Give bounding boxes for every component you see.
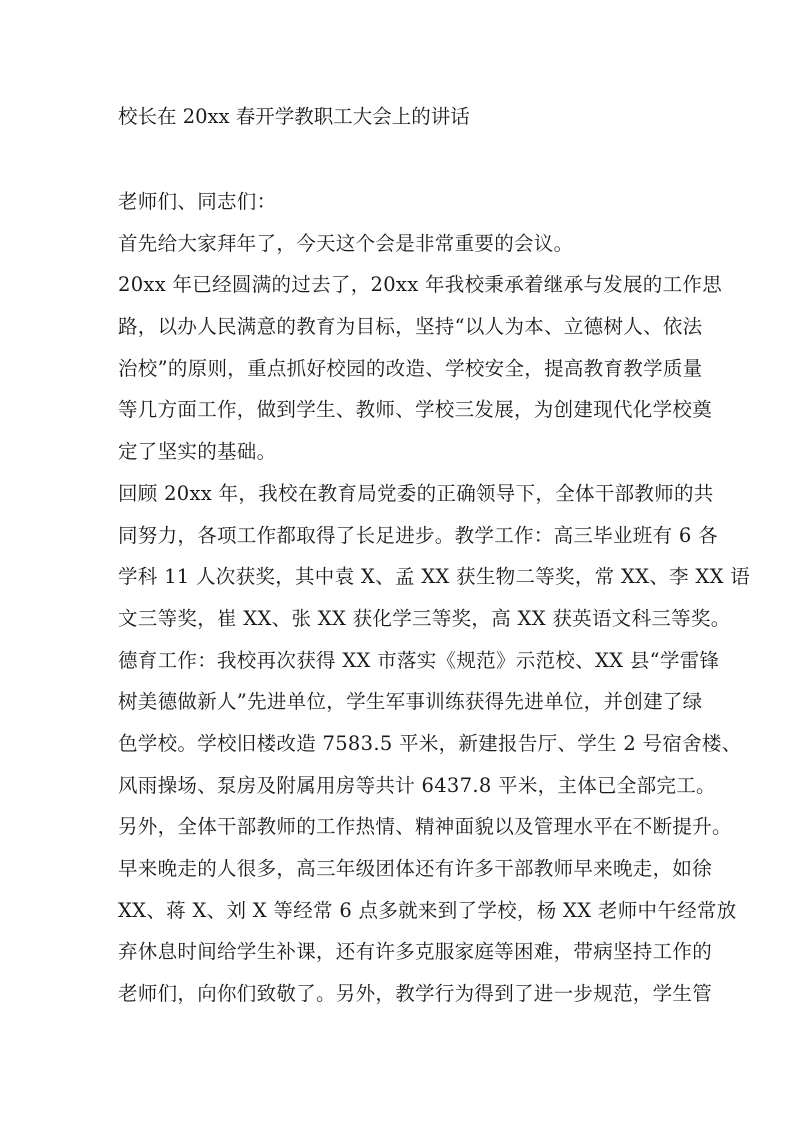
document-title: 校长在 20xx 春开学教职工大会上的讲话 — [118, 105, 470, 128]
text-line: 早来晚走的人很多，高三年级团体还有许多干部教师早来晚走，如徐 — [118, 857, 713, 880]
text-line: 文三等奖，崔 XX、张 XX 获化学三等奖，高 XX 获英语文科三等奖。 — [118, 606, 731, 630]
document-body — [118, 189, 751, 1023]
text-line: 德育工作：我校再次获得 XX 市落实《规范》示范校、XX 县“学雷锋 — [118, 648, 720, 672]
text-line: XX、蒋 X、刘 X 等经常 6 点多就来到了学校，杨 XX 老师中午经常放 — [118, 898, 737, 922]
text-line: 风雨操场、泵房及附属用房等共计 6437.8 平米，主体已全部完工。 — [118, 773, 716, 797]
text-line: 树美德做新人”先进单位，学生军事训练获得先进单位，并创建了绿 — [118, 690, 703, 714]
text-line: 另外，全体干部教师的工作热情、精神面貌以及管理水平在不断提升。 — [118, 815, 732, 839]
text-line: 定了坚实的基础。 — [118, 440, 277, 464]
text-line: 回顾 20xx 年，我校在教育局党委的正确领导下，全体干部教师的共 — [118, 481, 714, 505]
text-line: 老师们，向你们致敬了。另外，教学行为得到了进一步规范，学生管 — [118, 982, 713, 1006]
text-line: 学科 11 人次获奖，其中袁 X、孟 XX 获生物二等奖，常 XX、李 XX 语 — [118, 565, 751, 589]
text-line: 同努力，各项工作都取得了长足进步。教学工作：高三毕业班有 6 各 — [118, 523, 718, 547]
text-line: 20xx 年已经圆满的过去了，20xx 年我校秉承着继承与发展的工作思 — [118, 273, 723, 297]
text-line: 等几方面工作，做到学生、教师、学校三发展，为创建现代化学校奠 — [118, 398, 713, 422]
text-line: 首先给大家拜年了，今天这个会是非常重要的会议。 — [118, 231, 574, 255]
text-line: 治校”的原则，重点抓好校园的改造、学校安全，提高教育教学质量 — [118, 356, 703, 380]
text-line: 色学校。学校旧楼改造 7583.5 平米，新建报告厅、学生 2 号宿舍楼、 — [118, 731, 742, 755]
text-line: 路，以办人民满意的教育为目标，坚持“以人为本、立德树人、依法 — [118, 315, 703, 339]
text-line: 弃休息时间给学生补课，还有许多克服家庭等困难，带病坚持工作的 — [118, 940, 713, 964]
text-line: 老师们、同志们： — [118, 190, 277, 213]
